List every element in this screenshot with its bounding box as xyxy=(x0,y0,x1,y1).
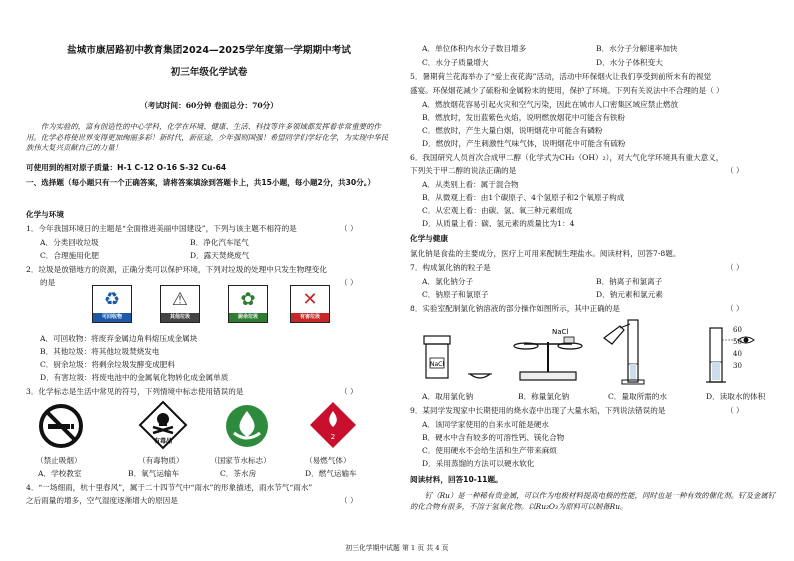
q3-option-a: A．学校教室 xyxy=(38,469,82,478)
q5-option-a: A．燃放烟花容易引起火灾和空气污染，因此在城市人口密集区域应禁止燃放 xyxy=(422,100,679,109)
q4-stem: 4．“一场细雨，杭十里春风”，属于二十四节气中“雨水”的形象描述，雨水节气“雨水” xyxy=(26,483,313,492)
intro-paragraph: 作为实验的，富有创造性的中心学科，化学在环境、健康、生活、科技等许多领域都发挥着非常重要的作用。化学必将使世界变得更加绚丽多彩！新时代，新征途，少年强则国强！希望同学们学好化学，为实现中华民族伟大复兴贡献自己的力量！ xyxy=(26,122,389,153)
q8-answer-paren: （ ） xyxy=(726,304,744,313)
q8-option-b: B．称量氯化钠 xyxy=(518,392,570,401)
q2-stem-cont: 的是 xyxy=(40,278,56,287)
q6-option-d: D．从质量上看：碳、氢元素的质量比为1：4 xyxy=(422,219,575,228)
garbage-icon-2 xyxy=(160,285,200,323)
q2-answer-paren: （ ） xyxy=(340,278,358,287)
q3-stem: 3．化学标志是生活中常见的符号，下列情境中标志使用错误的是 xyxy=(26,387,244,396)
garbage-icon-label: 厨余垃圾 xyxy=(229,313,267,322)
q9-option-b: B．硬水中含有较多的可溶性钙、镁化合物 xyxy=(422,433,565,442)
measure-water-illustration xyxy=(600,318,660,390)
q2-option-c: C．厨余垃圾：将剩余垃圾发酵变成肥料 xyxy=(40,360,175,369)
water-saving-icon xyxy=(224,403,270,449)
garbage-icon-label: 其他垃圾 xyxy=(161,313,199,322)
q1-option-b: B．净化汽车尾气 xyxy=(190,238,249,247)
garbage-icon-3 xyxy=(228,285,268,323)
nacl-scale-label: NaCl xyxy=(552,328,569,336)
page-footer: 初三化学期中试题 第 1 页 共 4 页 xyxy=(345,544,449,552)
q9-option-c: C．使用硬水不会给生活和生产带来麻烦 xyxy=(422,446,557,455)
q2-stem: 2．垃圾是放错地方的资源，正确分类可以保护环境，下列对垃圾的处理中只发生物理变化 xyxy=(26,265,327,274)
balance-illustration xyxy=(508,322,588,388)
q4-stem-cont: 之后雨量的增多，空气湿度逐渐增大的原因是 xyxy=(26,496,178,505)
q4-option-b: B．水分子分解速率加快 xyxy=(596,44,678,53)
q9-option-d: D．采用蒸馏的方法可以硬水软化 xyxy=(422,459,535,468)
q1-answer-paren: （ ） xyxy=(340,224,358,233)
scale-tick-label: 50 xyxy=(733,338,742,346)
q6-stem: 6．我国研究人员首次合成甲二醇（化学式为CH₂（OH）₂），对大气化学环境具有重大意义， xyxy=(410,153,724,162)
q6-stem-cont: 下列关于甲二醇的说法正确的是 xyxy=(410,166,517,175)
q2-option-a: A．可回收物：将废弃金属边角料熔压成金属块 xyxy=(40,334,198,343)
reading-text: 钌（Ru）是一种稀有贵金属，可以作为电极材料提高电极的性能，同时也是一种有效的催化剂。钌及金属钌的化合物有很多，不溶于氢氧化物。以Ru₂O₃为原料可以制备Ru。 xyxy=(410,491,776,511)
garbage-symbol-icon: ♻ xyxy=(103,288,121,310)
q7-option-a: A．氯化钠分子 xyxy=(422,277,474,286)
flammable-gas-icon xyxy=(309,401,357,449)
q3-sign4-caption: （易燃气体） xyxy=(305,456,351,465)
q4-option-c: C．水分子质量增大 xyxy=(422,58,489,67)
garbage-icon-1 xyxy=(92,285,132,323)
q7-stem: 7．构成氯化钠的粒子是 xyxy=(410,263,491,272)
garbage-icon-4 xyxy=(290,285,330,323)
nacl-bottle-label: NaCl xyxy=(429,361,445,368)
toxic-label: 有毒品 xyxy=(153,438,173,445)
toxic-substance-icon xyxy=(138,400,188,450)
q8-stem: 8．实验室配制氯化钠溶液的部分操作如图所示，其中正确的是 xyxy=(410,304,620,313)
q6-option-c: C．从宏观上看：由碳、氢、氧三种元素组成 xyxy=(422,206,573,215)
q2-option-b: B．其他垃圾：将其他垃圾焚烧发电 xyxy=(40,347,160,356)
q3-option-b: B．氧气运输车 xyxy=(128,469,180,478)
q5-option-d: D．燃放时，产生刺激性气味气体，说明烟花中可能含有硫粉 xyxy=(422,139,626,148)
atomic-mass: 可使用到的相对原子质量：H-1 C-12 O-16 S-32 Cu-64 xyxy=(26,163,227,172)
section-health: 化学与健康 xyxy=(410,234,448,243)
scale-tick-label: 40 xyxy=(733,350,742,358)
q3-option-d: D．燃气运输车 xyxy=(305,469,357,478)
q6-option-b: B．从微观上看：由1个碳原子、4个氢原子和2个氧原子构成 xyxy=(422,193,625,202)
q2-option-d: D．有害垃圾：将废电池中的金属氧化物转化成金属单质 xyxy=(40,373,229,382)
q9-stem: 9．某同学发现家中长期使用的烧水壶中出现了大量水垢，下列说法错误的是 xyxy=(410,406,666,415)
q8-option-a: A．取用氯化钠 xyxy=(422,392,474,401)
q3-sign3-caption: （国家节水标志） xyxy=(210,456,271,465)
q3-sign2-caption: （有毒物质） xyxy=(138,456,184,465)
q7-option-d: D．钠元素和氯元素 xyxy=(596,290,663,299)
scale-tick-label: 30 xyxy=(733,362,742,370)
no-smoking-icon xyxy=(38,403,84,449)
exam-title: 盐城市康居路初中教育集团2024—2025学年度第一学期期中考试 xyxy=(67,45,351,56)
health-text: 氯化钠是食盐的主要成分，医疗上可用来配制生理盐水。阅读材料，回答7-8题。 xyxy=(410,249,681,258)
q5-stem: 5．暑期荷兰花海举办了“爱上夜花海”活动，活动中环保烟火让我们享受到前所未有的视觉 xyxy=(410,72,712,81)
take-nacl-illustration xyxy=(418,326,498,388)
garbage-symbol-icon: ⚠ xyxy=(171,288,189,310)
q3-sign1-caption: （禁止吸烟） xyxy=(36,456,82,465)
garbage-symbol-icon: ✿ xyxy=(240,288,256,310)
section-environment: 化学与环境 xyxy=(26,210,64,219)
q6-answer-paren: （ ） xyxy=(726,166,744,175)
scale-tick-label: 60 xyxy=(733,326,742,334)
q1-option-d: D．露天焚烧废气 xyxy=(190,251,250,260)
q5-option-c: C．燃放时，产生大量白烟，说明烟花中可能含有磷粉 xyxy=(422,126,603,135)
exam-subtitle: 初三年级化学试卷 xyxy=(170,67,248,78)
reading-heading: 阅读材料，回答10-11题。 xyxy=(410,475,503,484)
garbage-icon-label: 有害垃圾 xyxy=(291,313,329,322)
exam-info: （考试时间：60分钟 卷面总分：70分） xyxy=(140,101,278,110)
q3-option-c: C．茶水房 xyxy=(220,469,257,478)
q4-option-a: A．单位体积内水分子数目增多 xyxy=(422,44,527,53)
q6-option-a: A．从类别上看：属于混合物 xyxy=(422,180,519,189)
q7-answer-paren: （ ） xyxy=(726,263,744,272)
section1-heading: 一、选择题（每小题只有一个正确答案，请将答案填涂到答题卡上，共15小题，每小题2分，共30分。） xyxy=(26,178,376,187)
garbage-icon-label: 可回收物 xyxy=(93,313,131,322)
q3-answer-paren: （ ） xyxy=(340,387,358,396)
q9-answer-paren: （ ） xyxy=(726,406,744,415)
q7-option-b: B．钠离子和氯离子 xyxy=(596,277,663,286)
q1-option-a: A．分类回收垃圾 xyxy=(40,238,99,247)
q5-option-b: B．燃放时，发出蓝紫色火焰，说明燃放烟花中可能含有铁粉 xyxy=(422,113,626,122)
q1-stem: 1．今年我国环境日的主题是“全面推进美丽中国建设”，下列与该主题不相符的是 xyxy=(26,224,297,233)
svg-text:2: 2 xyxy=(330,433,336,441)
q8-option-c: C．量取所需的水 xyxy=(608,392,667,401)
q8-option-d: D．读取水的体积 xyxy=(706,392,766,401)
garbage-symbol-icon: ✕ xyxy=(302,288,318,310)
q1-option-c: C．合理施用化肥 xyxy=(40,251,99,260)
q9-option-a: A．该同学家使用的自来水可能是硬水 xyxy=(422,420,549,429)
q5-stem-cont: 盛宴。环保烟花减少了硫粉和金属粉末的使用，保护了环境。下列有关说法中不合理的是（ ） xyxy=(410,86,724,95)
q4-option-d: D．水分子体积变大 xyxy=(596,58,663,67)
q7-option-c: C．钠原子和氯原子 xyxy=(422,290,489,299)
q4-answer-paren: （ ） xyxy=(340,496,358,505)
